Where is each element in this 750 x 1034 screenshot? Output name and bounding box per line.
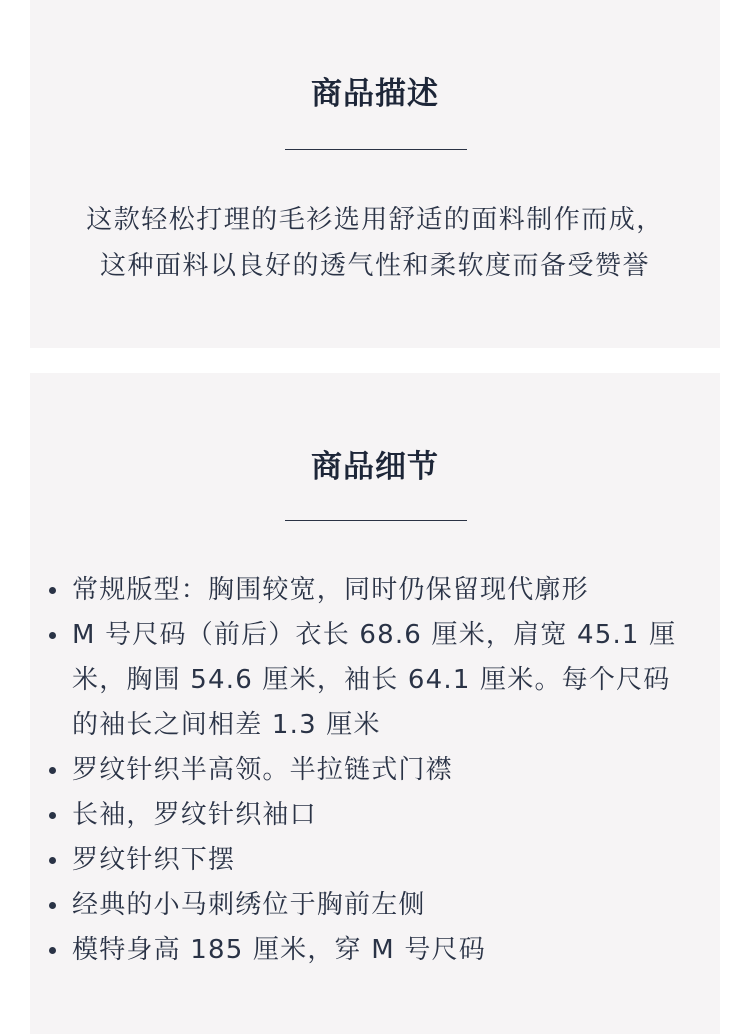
title-divider [285, 149, 467, 150]
description-line: 这款轻松打理的毛衫选用舒适的面料制作而成， [86, 205, 664, 235]
bullet-icon [49, 632, 56, 639]
list-item [72, 883, 697, 928]
list-item [72, 928, 697, 973]
product-description-section [30, 0, 720, 348]
title-divider [285, 520, 467, 521]
bullet-icon [49, 947, 56, 954]
list-item [72, 838, 697, 883]
details-list [72, 568, 697, 973]
section-title: 商品细节 [311, 449, 439, 485]
list-item [72, 748, 697, 793]
list-item [72, 568, 697, 613]
list-item-text: 经典的小马刺绣位于胸前左侧 [72, 890, 426, 920]
list-item-text: 模特身高 185 厘米，穿 M 号尺码 [72, 935, 486, 965]
list-item [72, 793, 697, 838]
section-title: 商品描述 [311, 76, 439, 112]
bullet-icon [49, 767, 56, 774]
bullet-icon [49, 812, 56, 819]
list-item-text: 罗纹针织半高领。半拉链式门襟 [72, 755, 453, 785]
list-item-text: M 号尺码（前后）衣长 68.6 厘米，肩宽 45.1 厘米，胸围 54.6 厘米，袖长 64.1 厘米。每个尺码的袖长之间相差 1.3 厘米 [72, 620, 677, 740]
list-item [72, 613, 697, 748]
bullet-icon [49, 902, 56, 909]
bullet-icon [49, 857, 56, 864]
bullet-icon [49, 587, 56, 594]
description-line: 这种面料以良好的透气性和柔软度而备受赞誉 [99, 251, 650, 281]
product-details-section [30, 373, 720, 1034]
list-item-text: 罗纹针织下摆 [72, 845, 236, 875]
description-text [30, 197, 720, 289]
list-item-text: 长袖，罗纹针织袖口 [72, 800, 317, 830]
list-item-text: 常规版型：胸围较宽，同时仍保留现代廓形 [72, 575, 589, 605]
